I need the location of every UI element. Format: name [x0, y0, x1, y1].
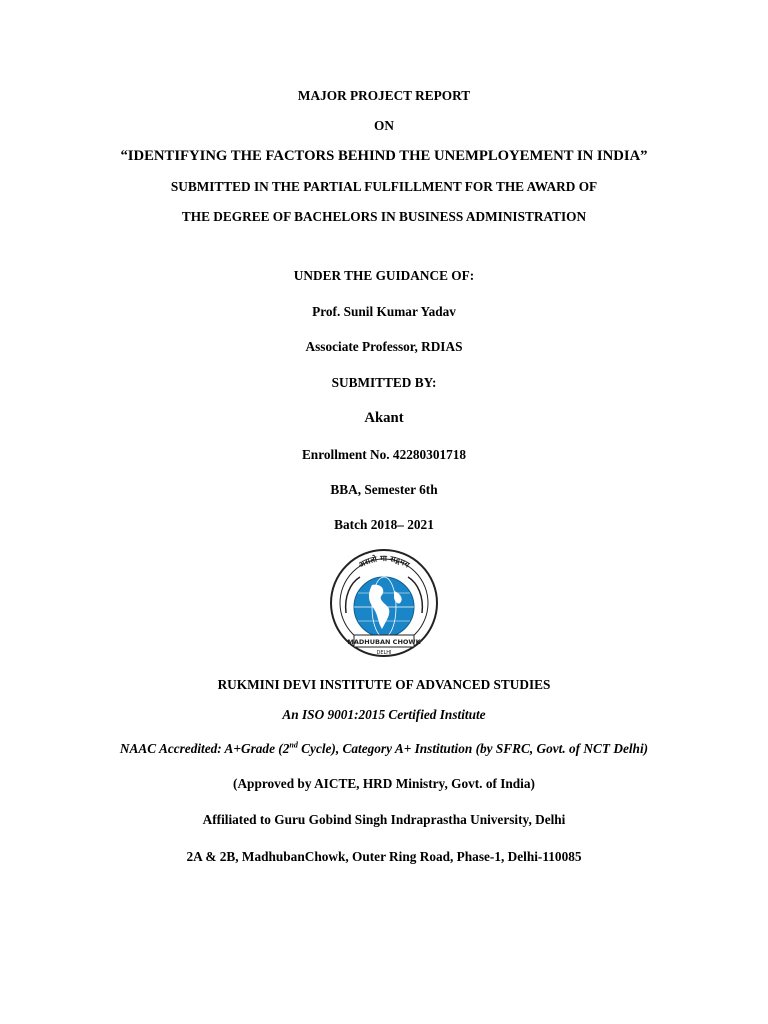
- naac-accreditation: [0, 741, 768, 757]
- affiliation: Affiliated to Guru Gobind Singh Indraprastha University, Delhi: [202, 812, 566, 827]
- program-semester: BBA, Semester 6th: [330, 482, 438, 497]
- submitted-line-2: THE DEGREE OF BACHELORS IN BUSINESS ADMINISTRATION: [181, 209, 587, 224]
- emblem-city: DELHI: [376, 650, 392, 656]
- enrollment-number: Enrollment No. 42280301718: [301, 447, 467, 462]
- naac-text-start: NAAC Accredited: A+Grade (2: [119, 741, 290, 756]
- institute-emblem-icon: [328, 547, 440, 659]
- guidance-label: UNDER THE GUIDANCE OF:: [293, 268, 475, 283]
- naac-text-end: Cycle), Category A+ Institution (by SFRC, Govt. of NCT Delhi): [297, 741, 649, 756]
- guide-designation: Associate Professor, RDIAS: [305, 339, 463, 354]
- submitted-by-label: SUBMITTED BY:: [331, 375, 437, 390]
- institute-name: RUKMINI DEVI INSTITUTE OF ADVANCED STUDIES: [217, 677, 551, 692]
- report-on: ON: [374, 118, 394, 133]
- approval: (Approved by AICTE, HRD Ministry, Govt. of India): [233, 776, 535, 791]
- student-name: Akant: [364, 410, 404, 426]
- iso-certification: An ISO 9001:2015 Certified Institute: [282, 707, 486, 722]
- guide-name: Prof. Sunil Kumar Yadav: [312, 304, 456, 319]
- emblem-place: MADHUBAN CHOWK: [347, 638, 421, 646]
- emblem-motto: असतो मा सद्गमय: [357, 553, 412, 570]
- batch: Batch 2018– 2021: [334, 517, 434, 532]
- report-title: “IDENTIFYING THE FACTORS BEHIND THE UNEMPLOYEMENT IN INDIA”: [120, 148, 648, 164]
- submitted-line-1: SUBMITTED IN THE PARTIAL FULFILLMENT FOR THE AWARD OF: [170, 179, 598, 194]
- address: 2A & 2B, MadhubanChowk, Outer Ring Road, Phase-1, Delhi-110085: [186, 849, 582, 864]
- naac-superscript: nd: [289, 740, 298, 750]
- report-heading: MAJOR PROJECT REPORT: [297, 88, 471, 103]
